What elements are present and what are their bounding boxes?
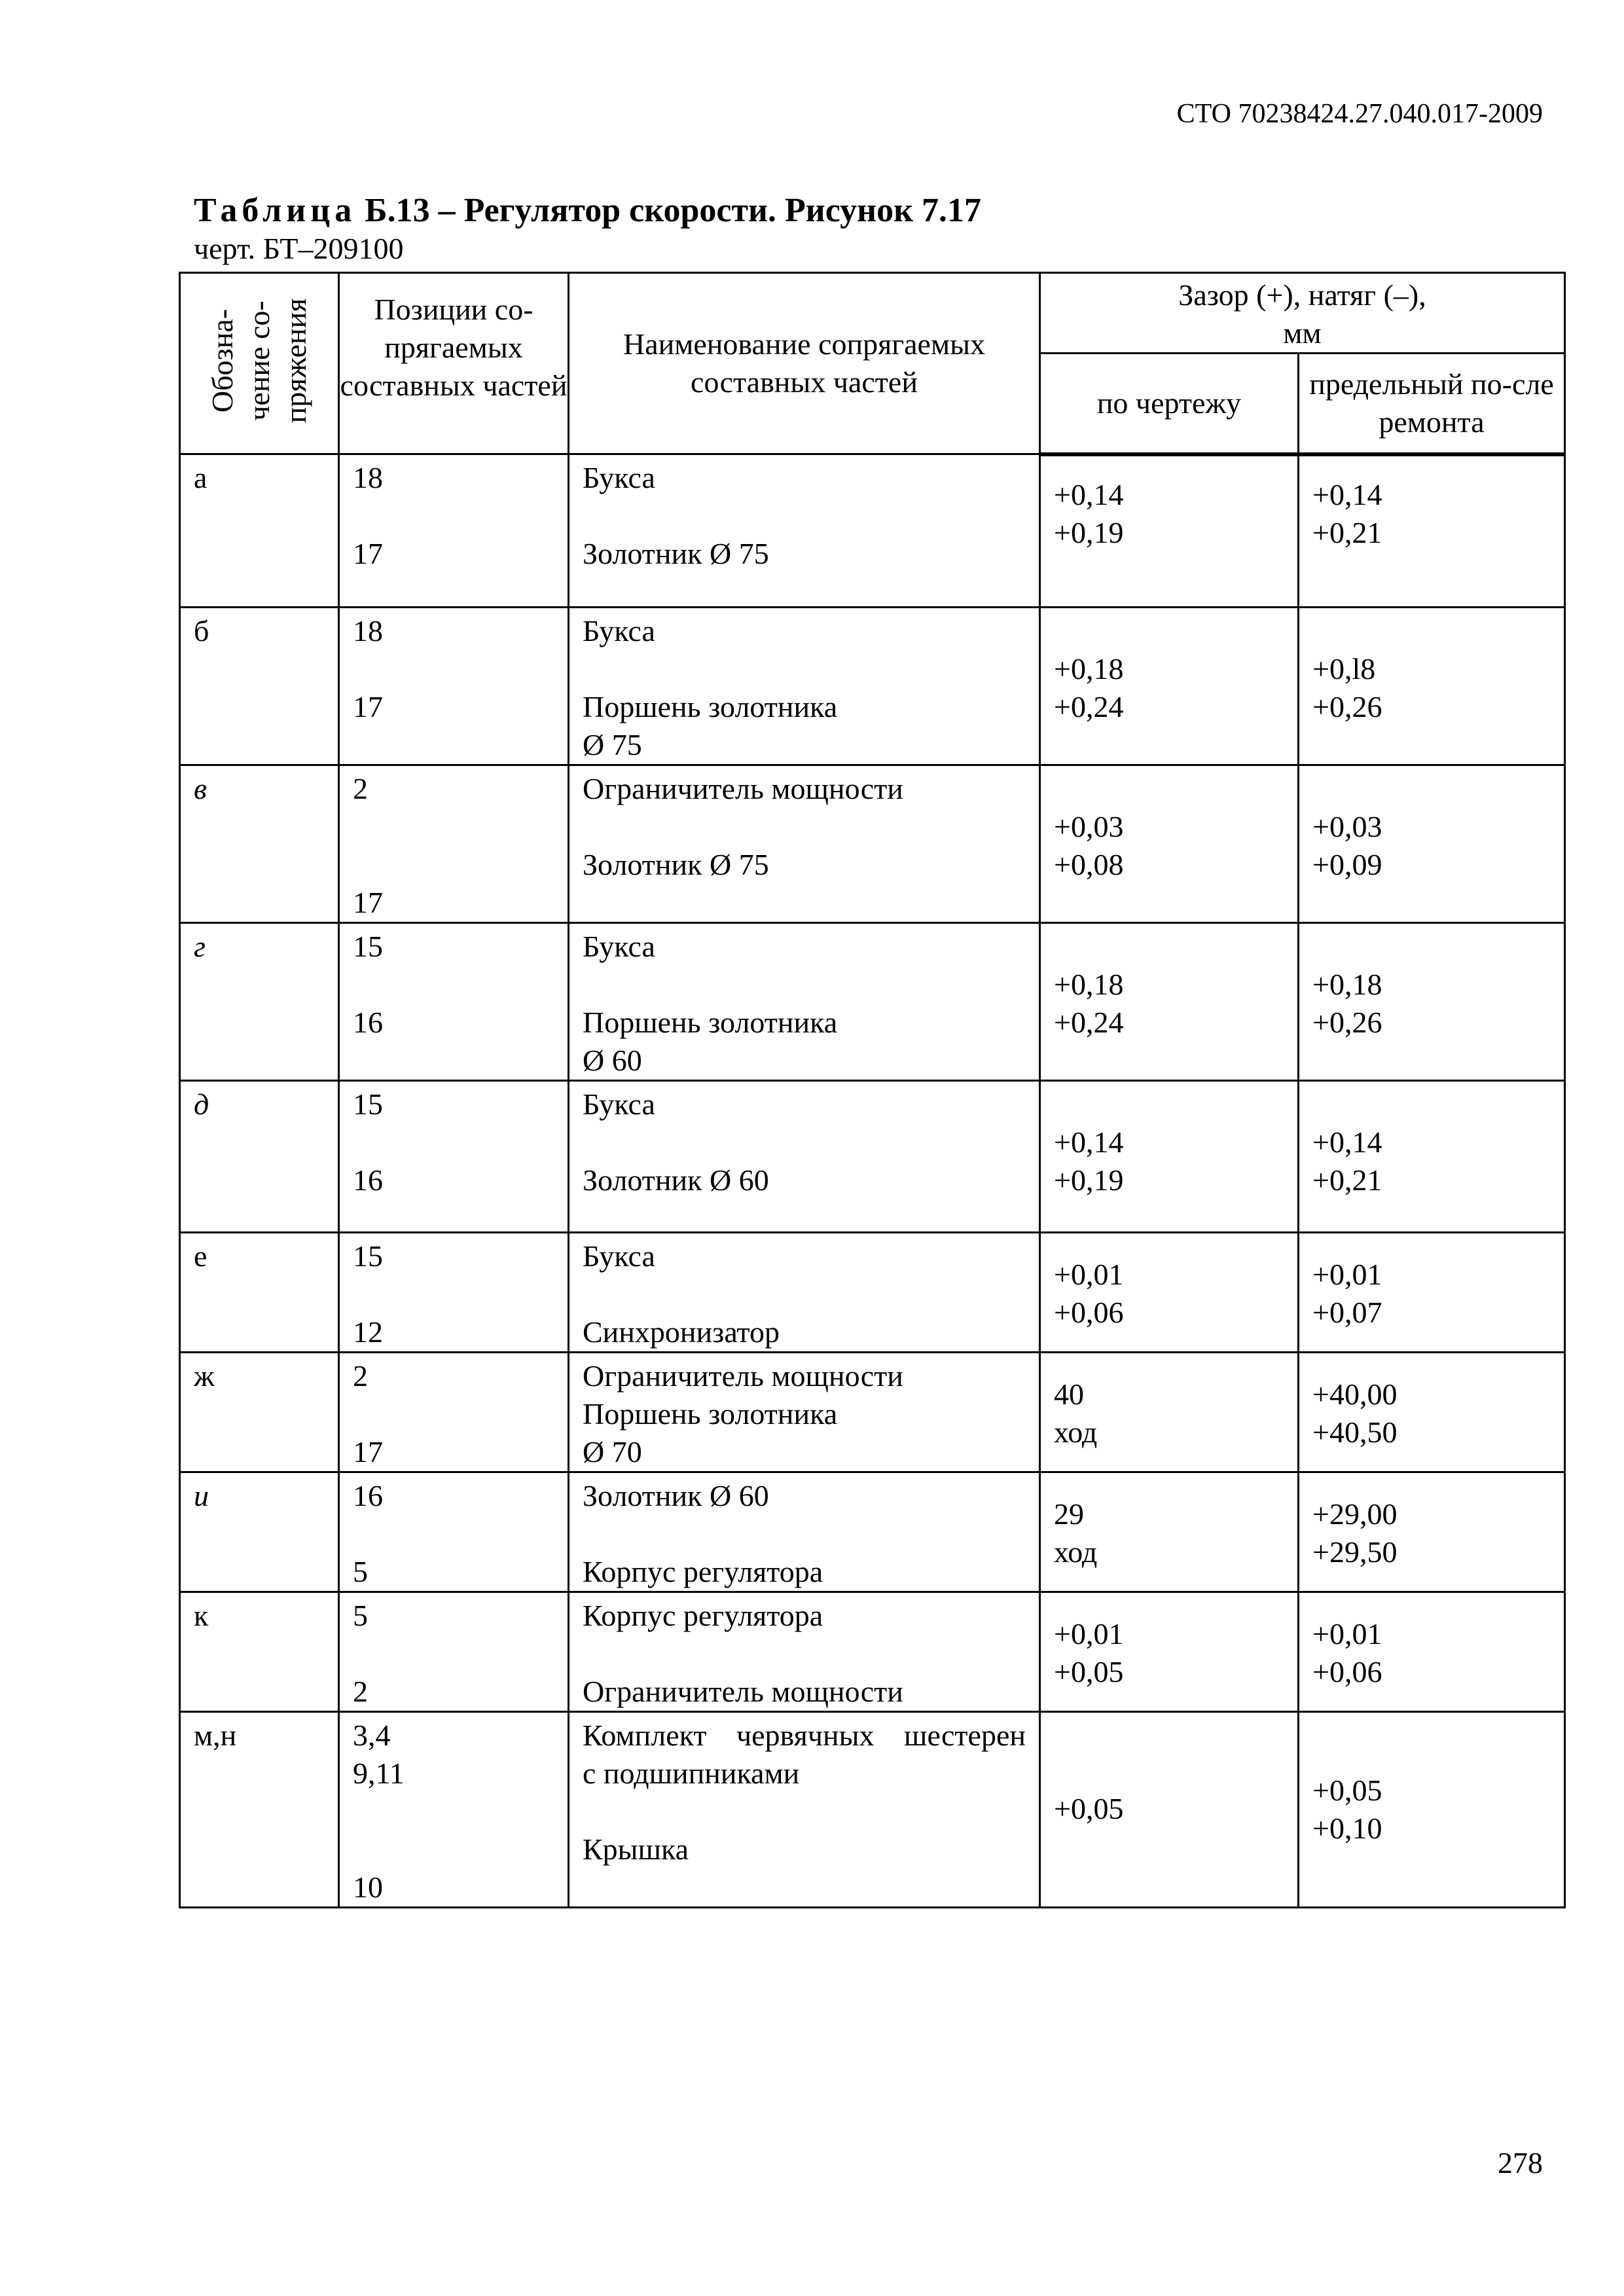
part-name-3: Ø 60 bbox=[583, 1044, 642, 1078]
gap-repair-min: +0,18 bbox=[1312, 968, 1382, 1002]
gap-repair-min: +0,03 bbox=[1312, 810, 1382, 844]
gap-drawing-max: +0,08 bbox=[1054, 848, 1124, 882]
part-name-1: Ограничитель мощности bbox=[583, 772, 903, 806]
header-after-repair: предельный по-сле ремонта bbox=[1299, 353, 1565, 454]
gap-drawing-min: +0,01 bbox=[1054, 1616, 1124, 1650]
header-part-names: Наименование сопрягаемых составных частей bbox=[569, 273, 1040, 454]
gap-repair-min: +40,00 bbox=[1312, 1377, 1398, 1411]
gap-drawing-max: +0,24 bbox=[1054, 690, 1124, 724]
part-name-2: Поршень золотника bbox=[583, 1396, 838, 1430]
header-designation: Обозна- чение со- пряжения bbox=[180, 273, 339, 454]
part-name-3: Крышка bbox=[583, 1832, 689, 1866]
position-2: 16 bbox=[353, 1163, 383, 1197]
position-2: 17 bbox=[353, 1434, 383, 1468]
gap-drawing-max: +0,19 bbox=[1054, 1163, 1124, 1197]
gap-drawing-min: 40 bbox=[1054, 1377, 1084, 1411]
gap-repair-max: +0,26 bbox=[1312, 1006, 1382, 1040]
table-title-prefix: Таблица bbox=[194, 192, 357, 229]
position-1: 15 bbox=[353, 930, 383, 964]
table-row bbox=[180, 1233, 1565, 1353]
part-name-2: Золотник Ø 75 bbox=[583, 537, 769, 571]
position-1: 2 bbox=[353, 772, 368, 806]
drawing-reference: черт. БТ–209100 bbox=[194, 232, 404, 265]
position-1: 16 bbox=[353, 1478, 383, 1512]
gap-repair-max: +29,50 bbox=[1312, 1535, 1398, 1569]
position-2: 9,11 bbox=[353, 1756, 405, 1790]
gap-drawing-min: +0,18 bbox=[1054, 652, 1124, 686]
gap-repair-min: +0,l8 bbox=[1312, 652, 1376, 686]
gap-repair-max: +0,21 bbox=[1312, 1163, 1382, 1197]
part-name-2: Синхронизатор bbox=[583, 1315, 780, 1349]
gap-drawing-min: +0,03 bbox=[1054, 810, 1124, 844]
part-name-1: Золотник Ø 60 bbox=[583, 1478, 769, 1512]
mate-code: а bbox=[194, 461, 208, 495]
gap-repair-min: +0,14 bbox=[1312, 477, 1382, 511]
position-2: 16 bbox=[353, 1006, 383, 1040]
part-name-1: Букса bbox=[583, 1239, 655, 1273]
gap-repair-min: +0,01 bbox=[1312, 1616, 1382, 1650]
document-code: СТО 70238424.27.040.017-2009 bbox=[1176, 99, 1543, 129]
part-name-1: Букса bbox=[583, 461, 655, 495]
position-1: 18 bbox=[353, 461, 383, 495]
gap-drawing-min: +0,14 bbox=[1054, 477, 1124, 511]
table-title-rest: Б.13 – Регулятор скорости. Рисунок 7.17 bbox=[356, 192, 982, 229]
part-name-2: Ограничитель мощности bbox=[583, 1674, 903, 1708]
gap-drawing-max: ход bbox=[1054, 1535, 1098, 1569]
table-row bbox=[180, 1711, 1565, 1907]
clearance-table bbox=[179, 272, 1566, 1908]
mate-code: к bbox=[194, 1598, 209, 1632]
position-1: 3,4 bbox=[353, 1718, 391, 1752]
gap-repair-max: +0,10 bbox=[1312, 1811, 1382, 1845]
part-name-1: Букса bbox=[583, 1087, 655, 1121]
part-name-1: Корпус регулятора bbox=[583, 1598, 823, 1632]
position-2: 5 bbox=[353, 1554, 368, 1588]
position-1: 2 bbox=[353, 1358, 368, 1393]
gap-repair-max: +0,06 bbox=[1312, 1654, 1382, 1688]
header-by-drawing: по чертежу bbox=[1040, 353, 1299, 454]
table-title-block bbox=[194, 191, 981, 266]
table-row bbox=[180, 608, 1565, 765]
header-gap-group: Зазор (+), натяг (–), мм bbox=[1040, 273, 1565, 354]
gap-drawing-min: +0,14 bbox=[1054, 1125, 1124, 1159]
part-name-2: Поршень золотника bbox=[583, 690, 838, 724]
position-3: 10 bbox=[353, 1870, 383, 1904]
gap-repair-min: +0,14 bbox=[1312, 1125, 1382, 1159]
part-name-2: Золотник Ø 75 bbox=[583, 848, 769, 882]
table-row bbox=[180, 454, 1565, 608]
gap-repair-max: +40,50 bbox=[1312, 1415, 1398, 1449]
mate-code: д bbox=[194, 1087, 209, 1121]
mate-code: ж bbox=[194, 1358, 215, 1393]
position-1: 18 bbox=[353, 614, 383, 648]
position-2: 2 bbox=[353, 1674, 368, 1708]
part-name-3: Ø 70 bbox=[583, 1434, 642, 1468]
page-number: 278 bbox=[1498, 2146, 1543, 2179]
part-name-2: Золотник Ø 60 bbox=[583, 1163, 769, 1197]
gap-drawing-max: +0,19 bbox=[1054, 515, 1124, 549]
table-row bbox=[180, 1352, 1565, 1472]
part-name-1: Букса bbox=[583, 930, 655, 964]
position-1: 15 bbox=[353, 1087, 383, 1121]
gap-drawing-min: +0,18 bbox=[1054, 968, 1124, 1002]
header-positions: Позиции со-прягаемых составных частей bbox=[339, 273, 569, 454]
table-row bbox=[180, 1472, 1565, 1592]
mate-code: в bbox=[194, 772, 207, 806]
table-title bbox=[194, 191, 981, 230]
table-row bbox=[180, 1592, 1565, 1711]
mate-code: г bbox=[194, 930, 206, 964]
gap-repair-min: +29,00 bbox=[1312, 1497, 1398, 1531]
part-name-1: Ограничитель мощности bbox=[583, 1358, 903, 1393]
position-1: 15 bbox=[353, 1239, 383, 1273]
gap-drawing-max: +0,24 bbox=[1054, 1006, 1124, 1040]
gap-drawing-max: ход bbox=[1054, 1415, 1098, 1449]
position-1: 5 bbox=[353, 1598, 368, 1632]
mate-code: м,н bbox=[194, 1718, 237, 1752]
position-2: 17 bbox=[353, 537, 383, 571]
gap-drawing-min: +0,01 bbox=[1054, 1258, 1124, 1292]
mate-code: б bbox=[194, 614, 209, 648]
part-name-1: Букса bbox=[583, 614, 655, 648]
part-name-1: Комплект червячных шестерен bbox=[583, 1718, 1026, 1752]
gap-drawing-max: +0,05 bbox=[1054, 1654, 1124, 1688]
gap-drawing-min: 29 bbox=[1054, 1497, 1084, 1531]
position-2: 17 bbox=[353, 690, 383, 724]
table-row bbox=[180, 1081, 1565, 1233]
table-row bbox=[180, 765, 1565, 923]
gap-repair-max: +0,09 bbox=[1312, 848, 1382, 882]
table-row bbox=[180, 923, 1565, 1081]
gap-repair-max: +0,07 bbox=[1312, 1295, 1382, 1329]
mate-code: е bbox=[194, 1239, 208, 1273]
gap-repair-min: +0,01 bbox=[1312, 1258, 1382, 1292]
gap-repair-max: +0,26 bbox=[1312, 690, 1382, 724]
gap-drawing-value: +0,05 bbox=[1054, 1791, 1124, 1825]
position-2: 12 bbox=[353, 1315, 383, 1349]
gap-drawing-max: +0,06 bbox=[1054, 1295, 1124, 1329]
gap-repair-min: +0,05 bbox=[1312, 1773, 1382, 1807]
part-name-2: Корпус регулятора bbox=[583, 1554, 823, 1588]
part-name-2: Поршень золотника bbox=[583, 1006, 838, 1040]
gap-repair-max: +0,21 bbox=[1312, 515, 1382, 549]
part-name-2: с подшипниками bbox=[583, 1756, 800, 1790]
position-2: 17 bbox=[353, 886, 383, 920]
mate-code: и bbox=[194, 1478, 209, 1512]
part-name-3: Ø 75 bbox=[583, 728, 642, 762]
